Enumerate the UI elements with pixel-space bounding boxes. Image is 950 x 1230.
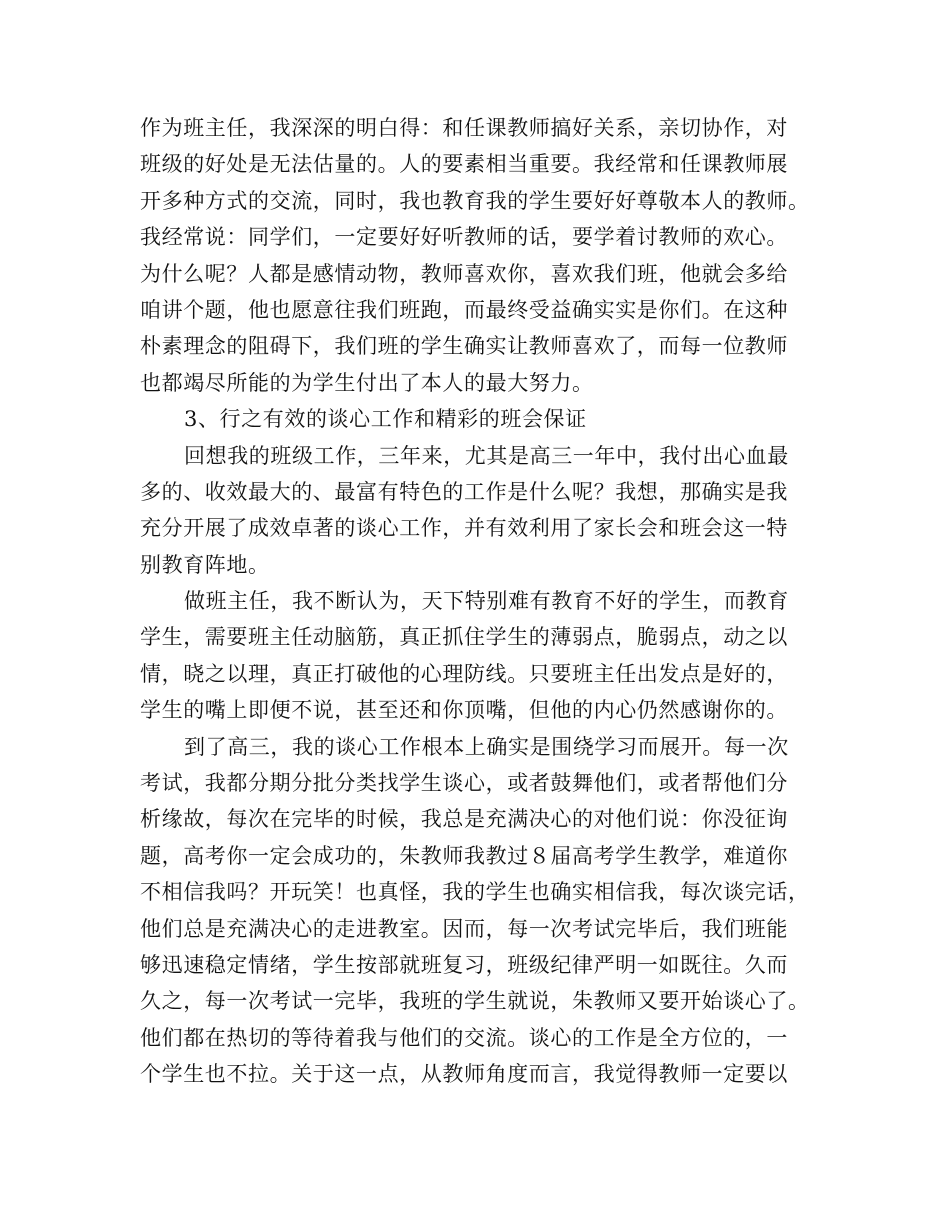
- text-line: 情，晓之以理，真正打破他的心理防线。只要班主任出发点是好的，: [140, 661, 788, 686]
- text-line: 不相信我吗？开玩笑！也真怪，我的学生也确实相信我，每次谈完话，: [140, 880, 810, 905]
- text-line: 为什么呢？人都是感情动物，教师喜欢你，喜欢我们班，他就会多给: [140, 261, 788, 286]
- text-line: 朴素理念的阻碍下，我们班的学生确实让教师喜欢了，而每一位教师: [140, 334, 788, 359]
- text-line: 充分开展了成效卓著的谈心工作，并有效利用了家长会和班会这一特: [140, 516, 788, 541]
- text-line: 够迅速稳定情绪，学生按部就班复习，班级纪律严明一如既往。久而: [140, 952, 788, 977]
- text-line: 别教育阵地。: [140, 552, 270, 577]
- text-line: 析缘故，每次在完毕的时候，我总是充满决心的对他们说：你没征询: [140, 807, 788, 832]
- text-line: 班级的好处是无法估量的。人的要素相当重要。我经常和任课教师展: [140, 152, 788, 177]
- text-line: 开多种方式的交流，同时，我也教育我的学生要好好尊敬本人的教师。: [140, 188, 810, 213]
- text-line: 他们总是充满决心的走进教室。因而，每一次考试完毕后，我们班能: [140, 916, 788, 941]
- text-line: 到了高三，我的谈心工作根本上确实是围绕学习而展开。每一次: [184, 734, 789, 759]
- text-line: 久之，每一次考试一完毕，我班的学生就说，朱教师又要开始谈心了。: [140, 989, 810, 1014]
- text-line: 3、行之有效的谈心工作和精彩的班会保证: [184, 407, 587, 432]
- text-line: 作为班主任，我深深的明白得：和任课教师搞好关系，亲切协作，对: [140, 116, 788, 140]
- text-line: 我经常说：同学们，一定要好好听教师的话，要学着讨教师的欢心。: [140, 225, 788, 250]
- text-line: 学生，需要班主任动脑筋，真正抓住学生的薄弱点，脆弱点，动之以: [140, 625, 788, 650]
- text-line: 学生的嘴上即便不说，甚至还和你顶嘴，但他的内心仍然感谢你的。: [140, 698, 788, 723]
- text-line: 个学生也不拉。关于这一点，从教师角度而言，我觉得教师一定要以: [140, 1062, 788, 1087]
- text-line: 他们都在热切的等待着我与他们的交流。谈心的工作是全方位的，一: [140, 1025, 788, 1050]
- text-line: 考试，我都分期分批分类找学生谈心，或者鼓舞他们，或者帮他们分: [140, 771, 788, 796]
- text-line: 题，高考你一定会成功的，朱教师我教过８届高考学生教学，难道你: [140, 843, 788, 868]
- text-line: 回想我的班级工作，三年来，尤其是高三一年中，我付出心血最: [184, 443, 789, 468]
- document-body: [140, 110, 820, 1093]
- text-line: 多的、收效最大的、最富有特色的工作是什么呢？我想，那确实是我: [140, 479, 788, 504]
- text-line: 做班主任，我不断认为，天下特别难有教育不好的学生，而教育: [184, 589, 789, 614]
- text-line: 咱讲个题，他也愿意往我们班跑，而最终受益确实实是你们。在这种: [140, 297, 788, 322]
- text-line: 也都竭尽所能的为学生付出了本人的最大努力。: [140, 370, 594, 395]
